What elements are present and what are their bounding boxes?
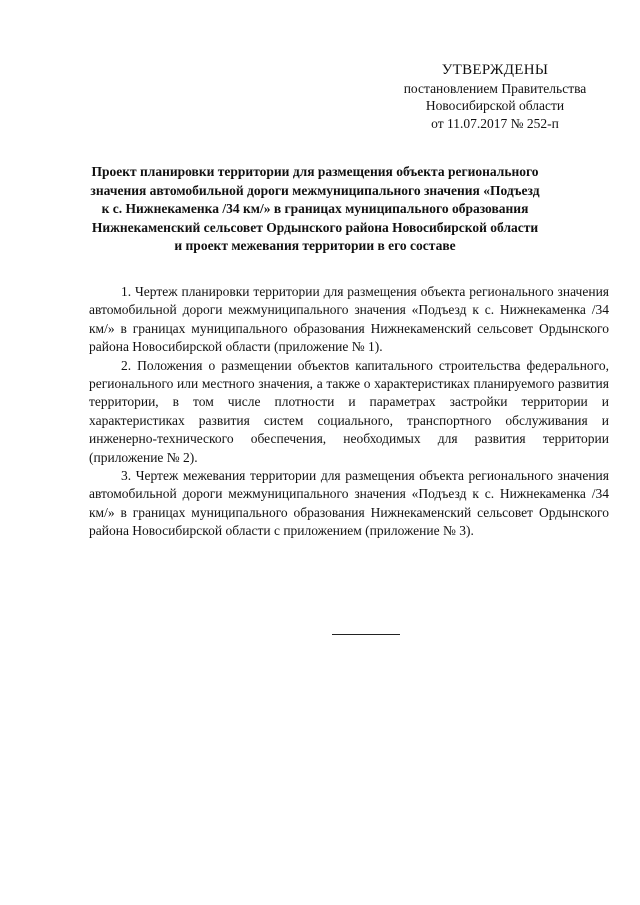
list-item-1: 1. Чертеж планировки территории для размещения объекта регионального значения автомобильной дороги межмуниципального значения «Подъезд к с. Нижнекаменка /34 км/» в границах муниципального образования Нижнекаменский сельсовет Ордынского района Новосибирской области (приложение № 1). — [89, 284, 609, 355]
document-title — [85, 163, 545, 256]
title-line: Нижнекаменский сельсовет Ордынского района Новосибирской области — [91, 219, 539, 235]
title-line: значения автомобильной дороги межмуниципального значения «Подъезд — [90, 182, 540, 198]
approval-line-1: постановлением Правительства — [403, 80, 587, 96]
list-item-2: 2. Положения о размещении объектов капитального строительства федерального, регионального или местного значения, а также о характеристиках планируемого развития территории, в том числе плотности и параметрах застройки территории и характеристиках развития систем социального, транспортного обслуживания и инженерно-технического обеспечения, необходимых для развития территории (приложение № 2). — [89, 357, 609, 465]
title-line: Проект планировки территории для размещения объекта регионального — [91, 164, 539, 179]
approval-line-3: от 11.07.2017 № 252-п — [431, 115, 559, 131]
approval-line-2: Новосибирской области — [425, 98, 565, 113]
list-item-3: 3. Чертеж межевания территории для размещения объекта регионального значения автомобильной дороги межмуниципального значения «Подъезд к с. Нижнекаменка /34 км/» в границах муниципального образования Нижнекаменский сельсовет Ордынского района Новосибирской области с приложением (приложение № 3). — [89, 468, 609, 539]
end-divider-line — [332, 634, 400, 635]
approval-heading: УТВЕРЖДЕНЫ — [441, 62, 549, 78]
approval-block — [380, 62, 610, 132]
document-body — [89, 283, 609, 541]
title-line: и проект межевания территории в его составе — [174, 238, 456, 253]
title-line: к с. Нижнекаменка /34 км/» в границах муниципального образования — [101, 201, 529, 216]
